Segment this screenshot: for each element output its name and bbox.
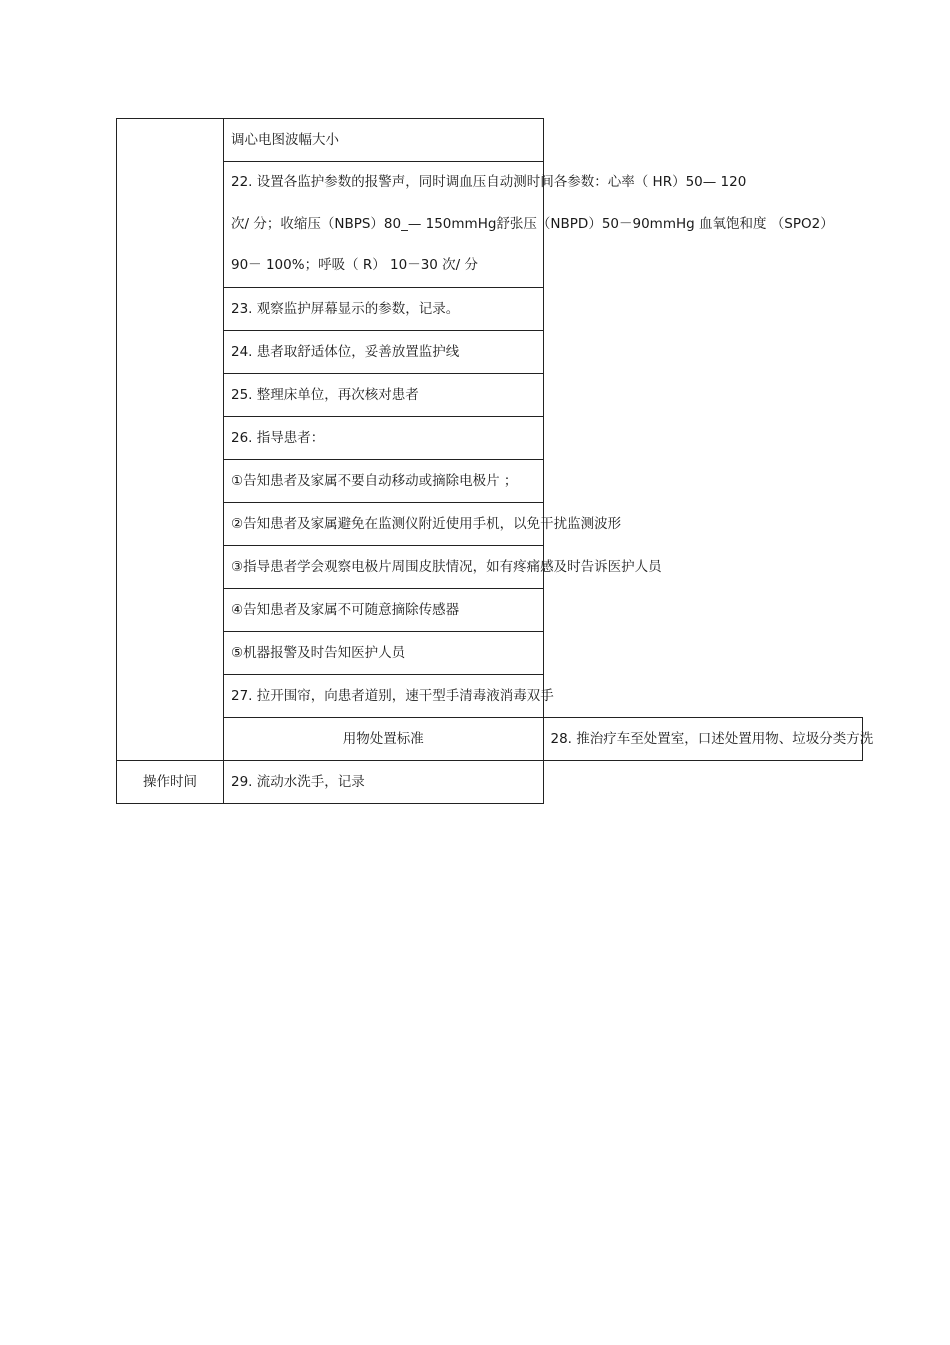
table-row [117, 460, 863, 503]
alarm-settings-step [224, 162, 834, 288]
category-cell: 用物处置标准 [224, 718, 544, 761]
table-row [117, 288, 863, 331]
step-text: ④告知患者及家属不可随意摘除传感器 [224, 589, 544, 632]
step-text: 调心电图波幅大小 [224, 119, 544, 162]
step-text: ⑤机器报警及时告知医护人员 [224, 632, 544, 675]
alarm-step-line-1: 22. 设置各监护参数的报警声，同时调血压自动测时间各参数：心率（ HR）50— 120 [231, 174, 747, 191]
step-text: 28. 推治疗车至处置室，口述处置用物、垃圾分类方洗 [543, 718, 863, 761]
step-text: ③指导患者学会观察电极片周围皮肤情况，如有疼痛感及时告诉医护人员 [224, 546, 544, 589]
step-text: 29. 流动水洗手，记录 [224, 761, 544, 804]
table-row [117, 162, 863, 288]
table-row [117, 718, 863, 761]
step-text: 23. 观察监护屏幕显示的参数，记录。 [224, 288, 544, 331]
table-row [117, 503, 863, 546]
table-row [117, 589, 863, 632]
alarm-step-line-3: 90－ 100%；呼吸（ R） 10－30 次/ 分 [231, 257, 479, 274]
table-row [117, 417, 863, 460]
table-row [117, 675, 863, 718]
table-row [117, 546, 863, 589]
alarm-step-line-2: 次/ 分；收缩压（NBPS）80_— 150mmHg舒张压（NBPD）50－90mmHg 血氧饱和度 （SPO2） [231, 215, 834, 232]
table-row [117, 632, 863, 675]
step-text: ②告知患者及家属避免在监测仪附近使用手机，以免干扰监测波形 [224, 503, 544, 546]
category-cell-blank [117, 119, 224, 761]
step-text: 25. 整理床单位，再次核对患者 [224, 374, 544, 417]
table-row [117, 119, 863, 162]
step-text: 24. 患者取舒适体位，妥善放置监护线 [224, 331, 544, 374]
category-cell: 操作时间 [117, 761, 224, 804]
table-row [117, 331, 863, 374]
step-text: ①告知患者及家属不要自动移动或摘除电极片 ； [224, 460, 544, 503]
procedure-table [116, 118, 874, 804]
step-text: 26. 指导患者： [224, 417, 544, 460]
step-text: 27. 拉开围帘，向患者道别，速干型手清毒液消毒双手 [224, 675, 544, 718]
table-row [117, 374, 863, 417]
table-row [117, 761, 863, 804]
